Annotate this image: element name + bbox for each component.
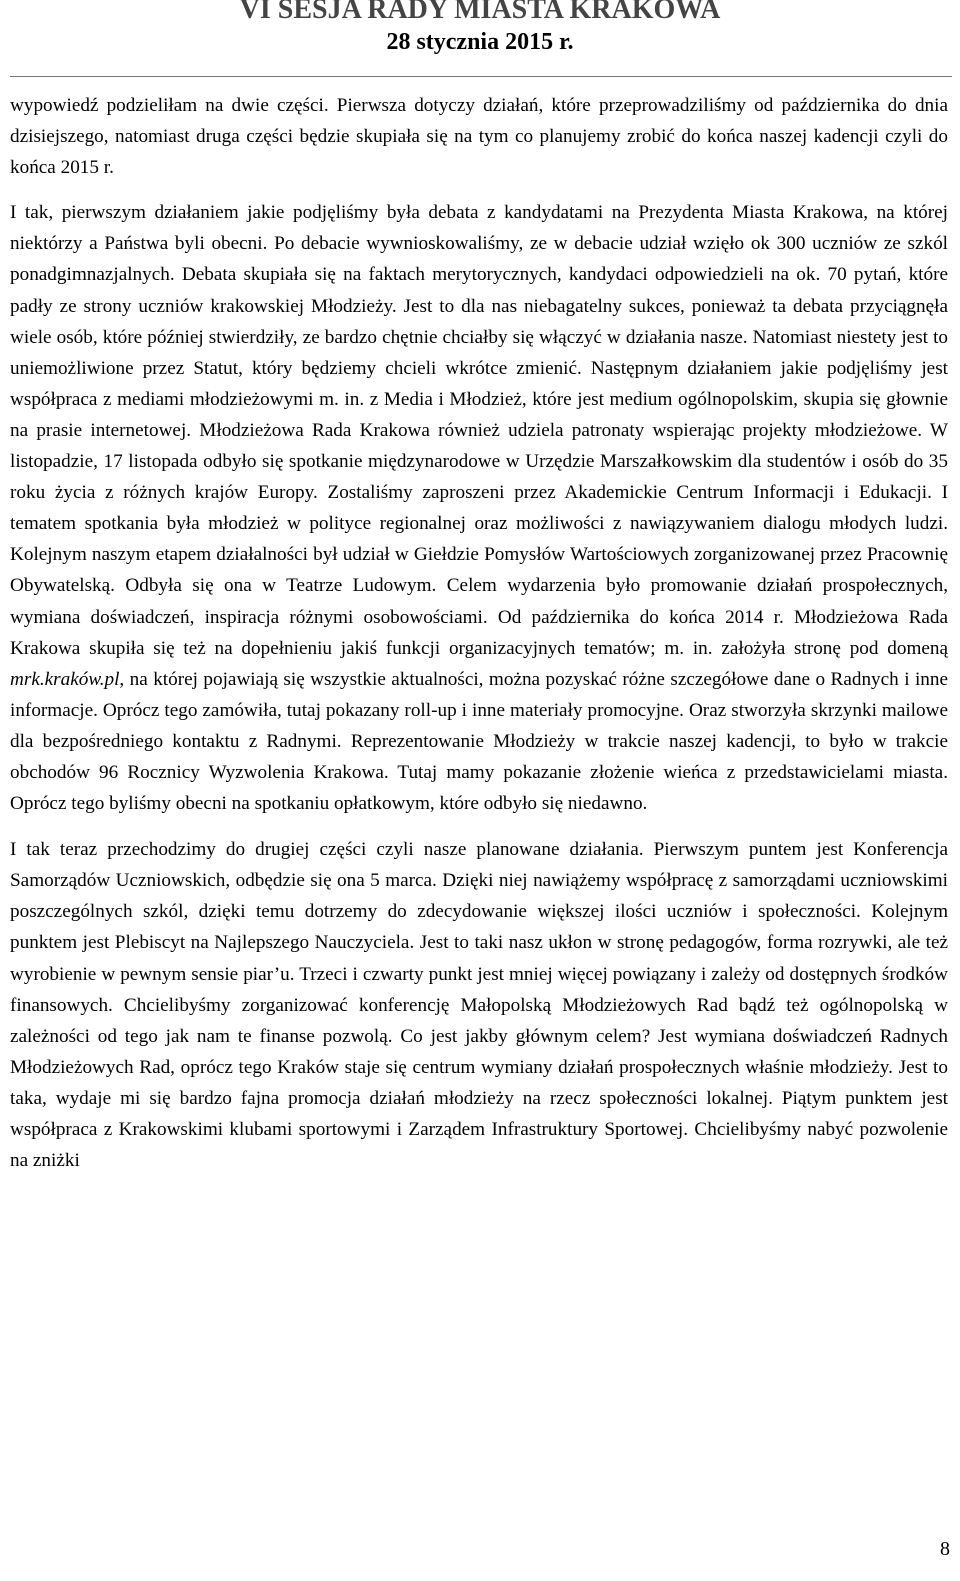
session-date: 28 stycznia 2015 r. [386,29,574,55]
page-header [0,0,960,56]
paragraph-2-text-a: I tak, pierwszym działaniem jakie podjęliśmy była debata z kandydatami na Prezydenta Miasta Krakowa, na której niektórzy a Państwa byli obecni. Po debacie wywnioskowaliśmy, ze w debacie udział wzięło ok 300 uczniów ze szkól ponadgimnazjalnych. Debata skupiała się na faktach merytorycznych, kandydaci odpowiedzieli na ok. 70 pytań, które padły ze strony uczniów krakowskiej Młodzieży. Jest to dla nas niebagatelny sukces, ponieważ ta debata przyciągnęła wiele osób, które później stwierdziły, ze bardzo chętnie chciałby się włączyć w działania nasze. Natomiast niestety jest to uniemożliwione przez Statut, który będziemy chcieli wkrótce zmienić. Następnym działaniem jakie podjęliśmy jest współpraca z mediami młodzieżowymi m. in. z Media i Młodzież, które jest medium ogólnopolskim, skupia się głownie na prasie internetowej. Młodzieżowa Rada Krakowa również udziela patronaty wspierając projekty młodzieżowe. W listopadzie, 17 listopada odbyło się spotkanie międzynarodowe w Urzędzie Marszałkowskim dla studentów i osób do 35 roku życia z różnych krajów Europy. Zostaliśmy zaproszeni przez Akademickie Centrum Informacji i Edukacji. I tematem spotkania była młodzież w polityce regionalnej oraz możliwości z nawiązywaniem dialogu młodych ludzi. Kolejnym naszym etapem działalności był udział w Giełdzie Pomysłów Wartościowych zorganizowanej przez Pracownię Obywatelską. Odbyła się ona w Teatrze Ludowym. Celem wydarzenia było promowanie działań prospołecznych, wymiana doświadczeń, inspiracja różnymi osobowościami. Od października do końca 2014 r. Młodzieżowa Rada Krakowa skupiła się też na dopełnieniu jakiś funkcji organizacyjnych tematów; m. in. założyła stronę pod domeną [10,202,948,659]
document-body [10,90,948,1176]
paragraph-3: I tak teraz przechodzimy do drugiej części czyli nasze planowane działania. Pierwszym puntem jest Konferencja Samorządów Uczniowskich, odbędzie się ona 5 marca. Dzięki niej nawiążemy współpracę z samorządami uczniowskimi poszczególnych szkól, dzięki temu dotrzemy do zdecydowanie większej ilości uczniów i społeczności. Kolejnym punktem jest Plebiscyt na Najlepszego Nauczyciela. Jest to taki nasz ukłon w stronę pedagogów, forma rozrywki, ale też wyrobienie w pewnym sensie piar’u. Trzeci i czwarty punkt jest mniej więcej powiązany i zależy od dostępnych środków finansowych. Chcielibyśmy zorganizować konferencję Małopolską Młodzieżowych Rad bądź też ogólnopolską w zależności od tego jak nam te finanse pozwolą. Co jest jakby głównym celem? Jest wymiana doświadczeń Radnych Młodzieżowych Rad, oprócz tego Kraków staje się centrum wymiany działań prospołecznych właśnie młodzieży. Jest to taka, wydaje mi się bardzo fajna promocja działań młodzieży na rzecz społeczności lokalnej. Piątym punktem jest współpraca z Krakowskimi klubami sportowymi i Zarządem Infrastruktury Sportowej. Chcielibyśmy nabyć pozwolenie na zniżki [10,839,948,1172]
header-divider [10,76,952,77]
paragraph-2 [10,197,948,819]
paragraph-1: wypowiedź podzieliłam na dwie części. Pierwsza dotyczy działań, które przeprowadziliśmy od października do dnia dzisiejszego, natomiast druga części będzie skupiała się na tym co planujemy zrobić do końca naszej kadencji czyli do końca 2015 r. [10,95,948,179]
website-link[interactable]: mrk.kraków.pl [10,668,120,690]
paragraph-2-text-b: , na której pojawiają się wszystkie aktualności, można pozyskać różne szczegółowe dane o Radnych i inne informacje. Oprócz tego zamówiła, tutaj pokazany roll-up i inne materiały promocyjne. Oraz stworzyła skrzynki mailowe dla bezpośredniego kontaktu z Radnymi. Reprezentowanie Młodzieży w trakcie naszej kadencji, to było w trakcie obchodów 96 Rocznicy Wyzwolenia Krakowa. Tutaj mamy pokazanie złożenie wieńca z przedstawicielami miasta. Oprócz tego byliśmy obecni na spotkaniu opłatkowym, które odbyło się niedawno. [10,668,948,815]
session-title: VI SESJA RADY MIASTA KRAKOWA [239,0,721,25]
page-number: 8 [940,1538,950,1560]
